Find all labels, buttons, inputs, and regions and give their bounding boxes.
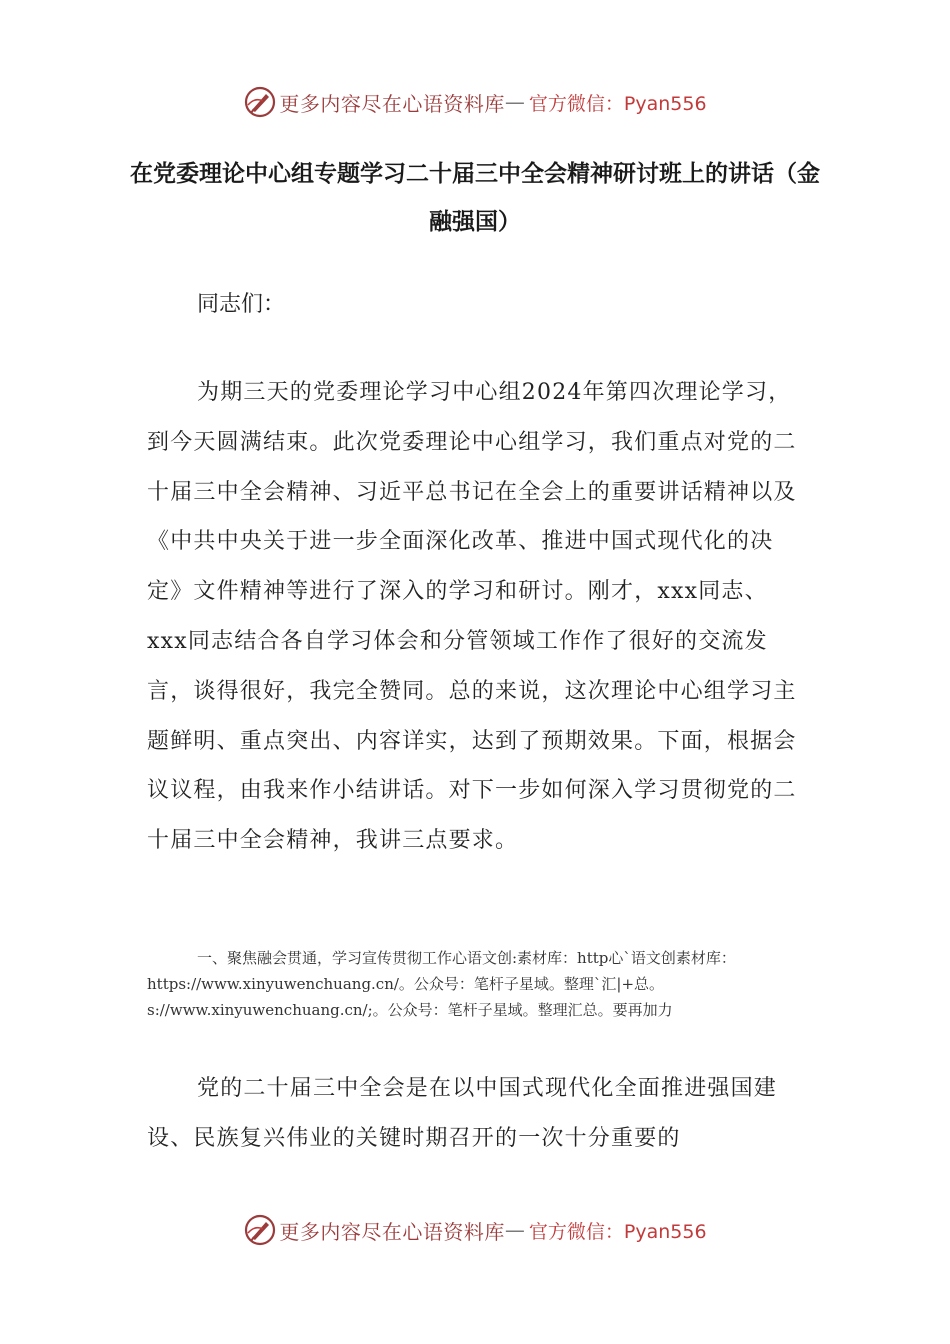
header-banner-separator: —: [504, 90, 525, 114]
quill-pen-logo-icon: [243, 1213, 277, 1247]
section-heading-1: 一、聚焦融会贯通，学习宣传贯彻工作心语文创:素材库：http心`语文创素材库：https://www.xinyuwenchuang.cn/。公众号：笔杆子星域。整理`汇|+总。s://www.xinyuwenchuang.cn/;。公众号：笔杆子星域。整理汇总。要再加力: [147, 949, 736, 1019]
footer-banner-brand: 更多内容尽在心语资料库: [279, 1219, 505, 1244]
footer-banner-contact: 官方微信：Pyan556: [528, 1220, 707, 1243]
footer-banner-separator: —: [504, 1218, 525, 1242]
header-banner: [0, 82, 950, 122]
body-paragraph-2: 党的二十届三中全会是在以中国式现代化全面推进强国建设、民族复兴伟业的关键时期召开的一次十分重要的: [147, 1076, 778, 1151]
header-banner-contact: 官方微信：Pyan556: [528, 92, 707, 115]
quill-pen-logo-icon: [243, 85, 277, 119]
salutation: 同志们：: [197, 292, 286, 317]
document-title: 在党委理论中心组专题学习二十届三中全会精神研讨班上的讲话（金融强国）: [130, 161, 820, 235]
header-banner-brand: 更多内容尽在心语资料库: [279, 91, 505, 116]
body-paragraph-1: 为期三天的党委理论学习中心组2024年第四次理论学习，到今天圆满结束。此次党委理论中心组学习，我们重点对党的二十届三中全会精神、习近平总书记在全会上的重要讲话精神以及《中共中央关于进一步全面深化改革、推进中国式现代化的决定》文件精神等进行了深入的学习和研讨。刚才，xxx同志、xxx同志结合各自学习体会和分管领域工作作了很好的交流发言，谈得很好，我完全赞同。总的来说，这次理论中心组学习主题鲜明、重点突出、内容详实，达到了预期效果。下面，根据会议议程，由我来作小结讲话。对下一步如何深入学习贯彻党的二十届三中全会精神，我讲三点要求。: [147, 380, 797, 854]
footer-banner: [0, 1210, 950, 1250]
